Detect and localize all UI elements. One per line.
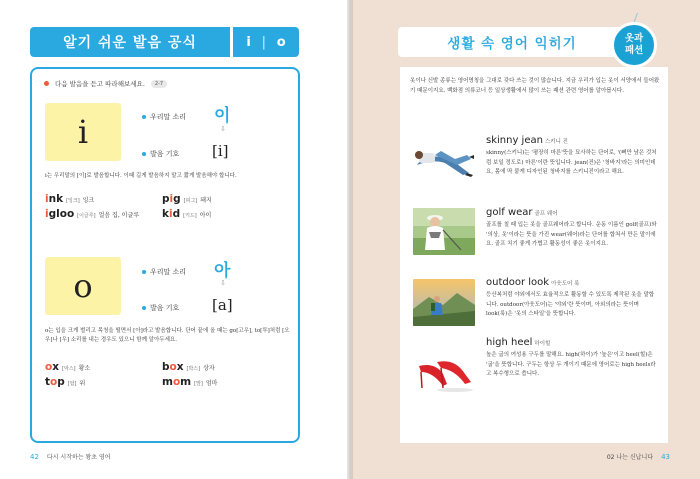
book-gutter <box>347 0 353 479</box>
example-word: igloo [이글루] 얼음 집, 이글루 <box>45 208 140 220</box>
item-description: 골프를 칠 때 입는 옷을 골프웨어라고 합니다. 운동 이름인 golf(골프)와 '의상, 옷'이라는 뜻을 가진 wear(웨어)라는 단어를 합쳐서 만든 말이에요. 골프 치기 좋게 가볍고 활동성이 좋은 옷이지요. <box>486 222 657 247</box>
bullet-dot-icon <box>44 81 49 86</box>
letter-o-label: o <box>276 34 286 50</box>
arrow-down-icon: ⇩ <box>220 125 226 133</box>
letter-card-i: i <box>45 103 121 161</box>
symbol-label: 발음 기호 <box>142 149 179 159</box>
item-title: high heel 하이힐 <box>486 337 551 348</box>
bullet-icon <box>142 152 146 156</box>
korean-sound: 아 <box>214 261 231 281</box>
audio-track-badge[interactable]: 2-7 <box>151 80 167 88</box>
golf-wear-photo <box>413 208 475 255</box>
listen-instruction <box>44 79 167 88</box>
example-word: pig [피그] 돼지 <box>162 193 212 205</box>
item-title: skinny jean 스키니 진 <box>486 135 568 146</box>
sound-label: 우리말 소리 <box>142 112 186 122</box>
example-word: ink [잉크] 잉크 <box>45 193 95 205</box>
high-heel-photo <box>413 348 475 395</box>
left-section-title: 알기 쉬운 발음 공식 <box>30 27 230 57</box>
pronunciation-description: o는 입을 크게 벌리고 목청을 떨면서 [아]라고 발음합니다. 단어 끝에 올 때는 go[고우], to[투]처럼 [오우]나 [우] 소리를 내는 경우도 있으니 함께 알아두세요. <box>45 328 290 343</box>
instruction-text: 다음 발음을 듣고 따라해보세요. <box>55 80 145 88</box>
item-title: outdoor look 아웃도어 룩 <box>486 277 580 288</box>
outdoor-look-photo <box>413 279 475 326</box>
phonetic-symbol: [a] <box>212 296 233 314</box>
chapter-title: 02 나는 신납니다 <box>606 454 654 461</box>
pronunciation-description: i는 우리말의 [이]로 발음합니다. 이때 길게 발음하지 말고 짧게 발음해야 합니다. <box>45 173 237 179</box>
item-title: golf wear 골프 웨어 <box>486 207 558 218</box>
letters-badge <box>233 27 299 57</box>
example-word: top [탑] 위 <box>45 376 86 388</box>
right-section-title: 생활 속 영어 익히기 <box>398 27 626 57</box>
skinny-jean-photo <box>413 135 475 182</box>
letter-card-o: o <box>45 257 121 315</box>
bullet-icon <box>142 306 146 310</box>
sound-label: 우리말 소리 <box>142 267 186 277</box>
right-footer <box>607 452 670 461</box>
topic-tag: 옷과 패션 <box>611 22 657 68</box>
page-number: 42 <box>30 452 39 461</box>
left-footer <box>30 452 111 461</box>
bullet-icon <box>142 115 146 119</box>
bullet-icon <box>142 270 146 274</box>
item-description: 등산복처럼 야외에서도 효율적으로 활동할 수 있도록 제작된 옷을 말합니다. outdoor(아웃도어)는 '야외'란 뜻이며, 아외의라는 뜻이며 look(룩)은 '옷의 스타일'을 뜻합니다. <box>486 292 655 317</box>
example-word: ox [악스] 황소 <box>45 361 91 373</box>
pronunciation-card <box>30 67 300 443</box>
example-word: mom [맘] 엄마 <box>162 376 218 388</box>
phonetic-symbol: [i] <box>212 142 229 160</box>
korean-sound: 이 <box>214 106 231 126</box>
page-number: 43 <box>661 452 670 461</box>
intro-paragraph: 옷이나 신발 종류는 영어명칭을 그대로 갖다 쓰는 것이 많습니다. 지금 우리가 입는 옷이 서양에서 들어왔기 때문이지요. 백화점 의류코너 등 일상생활에서 많이 쓰는 패션 관련 영어를 알아봅시다. <box>410 78 660 94</box>
letter-separator: | <box>261 34 266 50</box>
example-word: kid [키드] 아이 <box>162 208 212 220</box>
item-description: 높은 굽의 여성용 구두를 말해요. high(하이)가 '높은'이고 heel(힐)은 '굽'을 뜻합니다. 구두는 항상 두 개이기 때문에 영어로는 high heels라고 복수형으로 씁니다. <box>486 352 656 377</box>
item-description: skinny(스키니)는 '평장히 마른'뜻을 묘사하는 단어로, '(뼈만 남은 것처럼 보일 정도로) 마른'이란 뜻입니다. jean(진)은 '청바지'라는 의미인데요, 몸에 딱 붙게 디자인된 청바지를 스키니진이라고 해요. <box>486 150 657 175</box>
arrow-down-icon: ⇩ <box>220 279 226 287</box>
symbol-label: 발음 기호 <box>142 303 179 313</box>
book-title: 다시 시작하는 왕초 영어 <box>46 454 111 461</box>
letter-i-label: i <box>246 34 251 50</box>
example-word: box [박스] 상자 <box>162 361 215 373</box>
fashion-english-panel <box>400 67 668 443</box>
